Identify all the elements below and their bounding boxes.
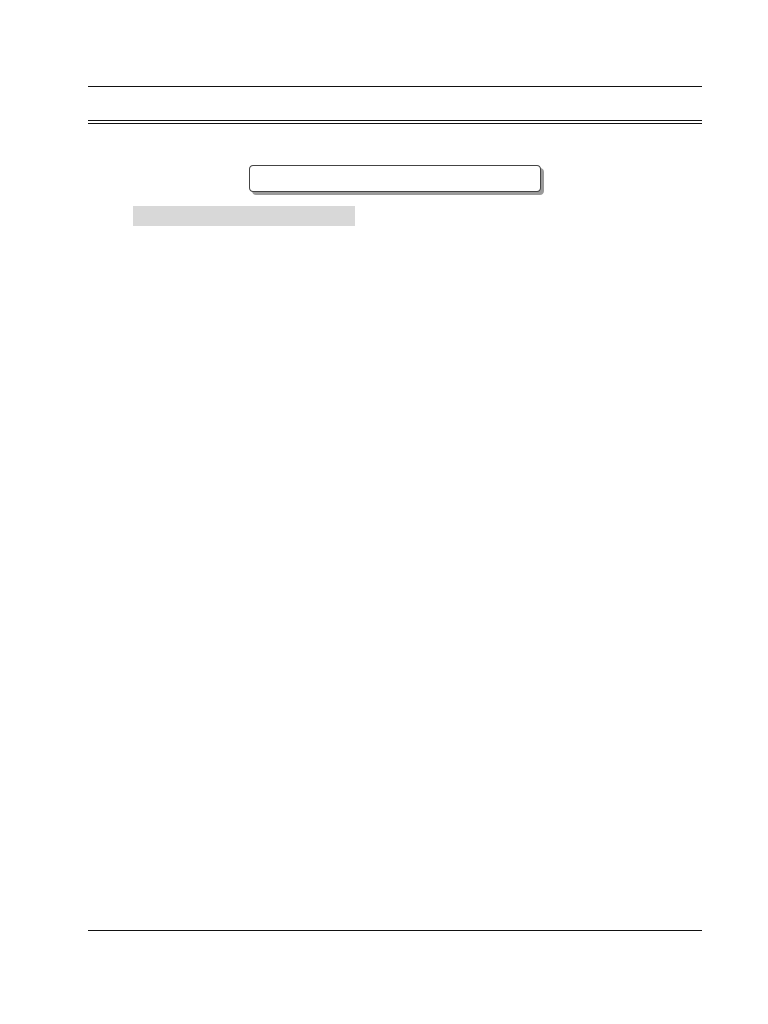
header-rule-bottom-2 [88, 123, 702, 124]
header-rule-top [88, 86, 702, 87]
cubic-graph [250, 596, 540, 906]
header-rule-bottom [88, 120, 702, 121]
section-heading [249, 165, 541, 192]
small-graphs-figure [0, 262, 768, 562]
footer-rule [88, 930, 702, 931]
subsection-heading [133, 206, 355, 226]
